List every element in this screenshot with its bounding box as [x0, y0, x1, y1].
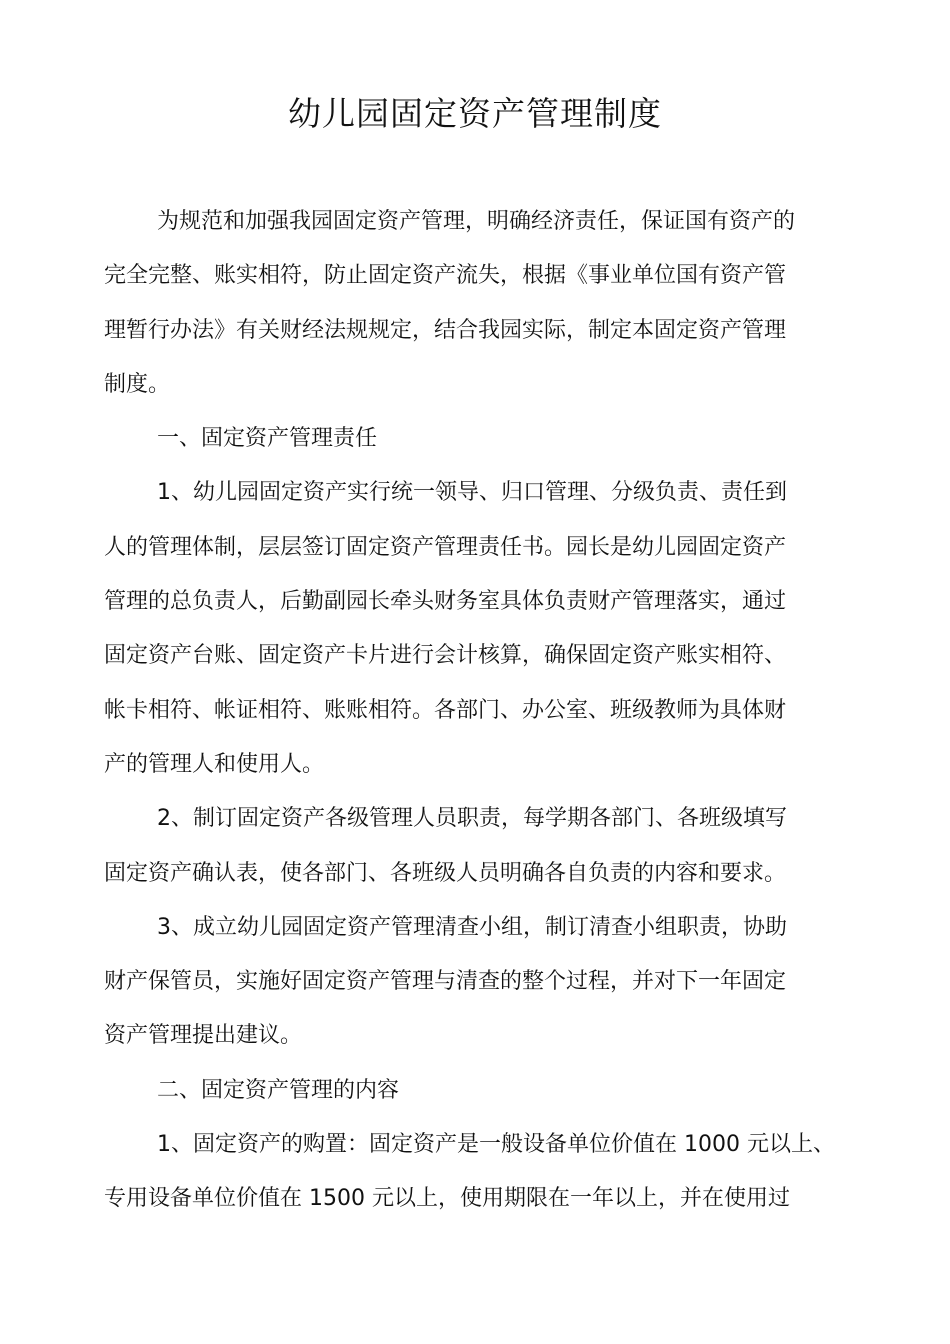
paragraph-line: 固定资产台账、固定资产卡片进行会计核算，确保固定资产账实相符、: [104, 643, 787, 669]
paragraph-line: 财产保管员，实施好固定资产管理与清查的整个过程，并对下一年固定: [104, 969, 787, 995]
paragraph-line: 资产管理提出建议。: [104, 1023, 303, 1049]
paragraph-line: 3、成立幼儿园固定资产管理清查小组，制订清查小组职责，协助: [157, 914, 787, 940]
paragraph-line: 1、幼儿园固定资产实行统一领导、归口管理、分级负责、责任到: [157, 480, 787, 506]
paragraph-line: 管理的总负责人，后勤副园长牵头财务室具体负责财产管理落实，通过: [104, 589, 787, 615]
document-title: 幼儿园固定资产管理制度: [288, 94, 662, 133]
paragraph-line: 专用设备单位价值在 1500 元以上，使用期限在一年以上，并在使用过: [104, 1186, 790, 1212]
paragraph-line: 帐卡相符、帐证相符、账账相符。各部门、办公室、班级教师为具体财: [104, 697, 787, 723]
paragraph-line: 人的管理体制，层层签订固定资产管理责任书。园长是幼儿园固定资产: [104, 534, 787, 560]
section-heading: 二、固定资产管理的内容: [157, 1077, 400, 1103]
paragraph-line: 1、固定资产的购置：固定资产是一般设备单位价值在 1000 元以上、: [157, 1132, 835, 1158]
section-heading: 一、固定资产管理责任: [157, 426, 378, 452]
paragraph-line: 理暂行办法》有关财经法规规定，结合我园实际，制定本固定资产管理: [104, 317, 787, 343]
paragraph-line: 制度。: [104, 371, 171, 397]
paragraph-line: 为规范和加强我园固定资产管理，明确经济责任，保证国有资产的: [157, 209, 796, 234]
paragraph-line: 2、制订固定资产各级管理人员职责，每学期各部门、各班级填写: [157, 806, 787, 832]
document-body: [104, 195, 850, 1227]
paragraph-line: 固定资产确认表，使各部门、各班级人员明确各自负责的内容和要求。: [104, 860, 787, 886]
paragraph-line: 产的管理人和使用人。: [104, 751, 325, 777]
paragraph-line: 完全完整、账实相符，防止固定资产流失，根据《事业单位国有资产管: [104, 263, 787, 289]
